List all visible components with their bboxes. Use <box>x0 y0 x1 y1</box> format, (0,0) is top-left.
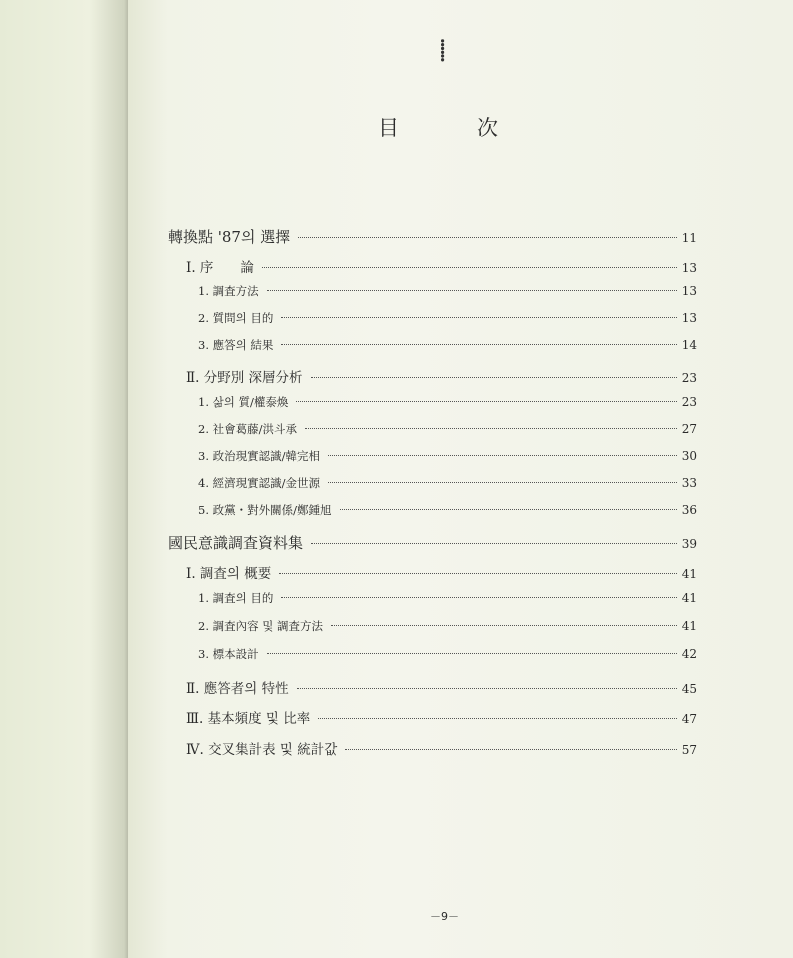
toc-entry <box>198 502 697 518</box>
toc-entry <box>198 421 697 437</box>
toc-leader-dots <box>331 625 677 626</box>
toc-entry-label: 3. 標本設計 <box>198 647 259 661</box>
toc-entry <box>198 646 697 662</box>
toc-entry-label: 5. 政黨・對外關係/鄭鍾旭 <box>198 503 332 517</box>
toc-entry-page: 13 <box>681 261 697 275</box>
toc-entry-label: 轉換點 '87의 選擇 <box>168 228 291 246</box>
toc-leader-dots <box>262 267 677 268</box>
toc-leader-dots <box>296 401 677 402</box>
toc-leader-dots <box>318 718 677 719</box>
toc-entry-page: 13 <box>681 284 697 298</box>
toc-entry-label: Ⅱ. 應答者의 特性 <box>186 681 289 697</box>
toc-leader-dots <box>279 573 677 574</box>
toc-leader-dots <box>298 237 677 238</box>
toc-entry-page: 47 <box>681 712 697 726</box>
toc-leader-dots <box>267 290 677 291</box>
toc-entry-page: 33 <box>681 476 697 490</box>
toc-entry <box>186 256 697 276</box>
toc-entry-label: 2. 質問의 目的 <box>198 311 274 325</box>
toc-entry-page: 23 <box>681 371 697 385</box>
toc-entry-page: 42 <box>681 647 697 661</box>
toc-entry <box>198 448 697 464</box>
toc-leader-dots <box>328 482 677 483</box>
toc-leader-dots <box>281 597 677 598</box>
toc-entry-page: 27 <box>681 422 697 436</box>
toc-entry-label: 4. 經濟現實認識/金世源 <box>198 476 321 490</box>
toc-entry-page: 45 <box>681 682 697 696</box>
toc-entry <box>198 618 697 634</box>
toc-entry-page: 30 <box>681 449 697 463</box>
toc-entry-page: 41 <box>681 591 697 605</box>
toc-entry-label: 國民意識調査資料集 <box>168 534 304 552</box>
toc-leader-dots <box>281 344 677 345</box>
toc-entry <box>198 590 697 606</box>
page-number: －9－ <box>430 910 459 923</box>
toc-leader-dots <box>305 428 677 429</box>
toc-entry <box>186 707 697 727</box>
toc-entry <box>198 310 697 326</box>
title-char-1: 目 <box>378 116 399 140</box>
toc-entry <box>198 337 697 353</box>
toc-entry-page: 11 <box>681 231 697 245</box>
toc-entry <box>168 226 697 247</box>
toc-entry-label: 1. 삶의 質/權泰煥 <box>198 395 289 409</box>
toc-entry <box>186 562 697 582</box>
toc-entry-label: Ⅲ. 基本頻度 및 比率 <box>186 711 311 727</box>
toc-entry-label: 2. 調査內容 및 調査方法 <box>198 619 324 633</box>
toc-leader-dots <box>297 688 677 689</box>
toc-entry-label: Ⅰ. 調査의 概要 <box>186 566 272 582</box>
toc-entry-label: 2. 社會葛藤/洪斗承 <box>198 422 298 436</box>
title-char-2: 次 <box>477 116 498 140</box>
toc-entry-label: 1. 調査의 目的 <box>198 591 274 605</box>
toc-entry-page: 41 <box>681 567 697 581</box>
toc-leader-dots <box>340 509 677 510</box>
toc-entry <box>186 677 697 697</box>
toc-leader-dots <box>311 543 677 544</box>
toc-entry-label: 1. 調査方法 <box>198 284 259 298</box>
toc-leader-dots <box>345 749 677 750</box>
toc-entry-label: Ⅳ. 交叉集計表 및 統計값 <box>186 742 338 758</box>
toc-entry-page: 13 <box>681 311 697 325</box>
toc-entry-page: 36 <box>681 503 697 517</box>
toc-entry-page: 57 <box>681 743 697 757</box>
ink-mark: ⸽ <box>440 38 446 62</box>
toc-entry <box>168 532 697 553</box>
toc-entry-page: 23 <box>681 395 697 409</box>
toc-entry-label: 3. 政治現實認識/韓完相 <box>198 449 321 463</box>
toc-leader-dots <box>267 653 677 654</box>
toc-leader-dots <box>311 377 677 378</box>
toc-entry <box>198 475 697 491</box>
toc-entry-page: 14 <box>681 338 697 352</box>
toc-entry-page: 41 <box>681 619 697 633</box>
toc-entry <box>186 366 697 386</box>
toc-leader-dots <box>328 455 677 456</box>
toc-entry-label: Ⅱ. 分野別 深層分析 <box>186 370 303 386</box>
toc-entry-label: 3. 應答의 結果 <box>198 338 274 352</box>
toc-leader-dots <box>281 317 677 318</box>
toc-entry <box>186 738 697 758</box>
toc-entry-label: Ⅰ. 序 論 <box>186 260 254 276</box>
toc-entry <box>198 394 697 410</box>
toc-entry-page: 39 <box>681 537 697 551</box>
toc-entry <box>198 283 697 299</box>
